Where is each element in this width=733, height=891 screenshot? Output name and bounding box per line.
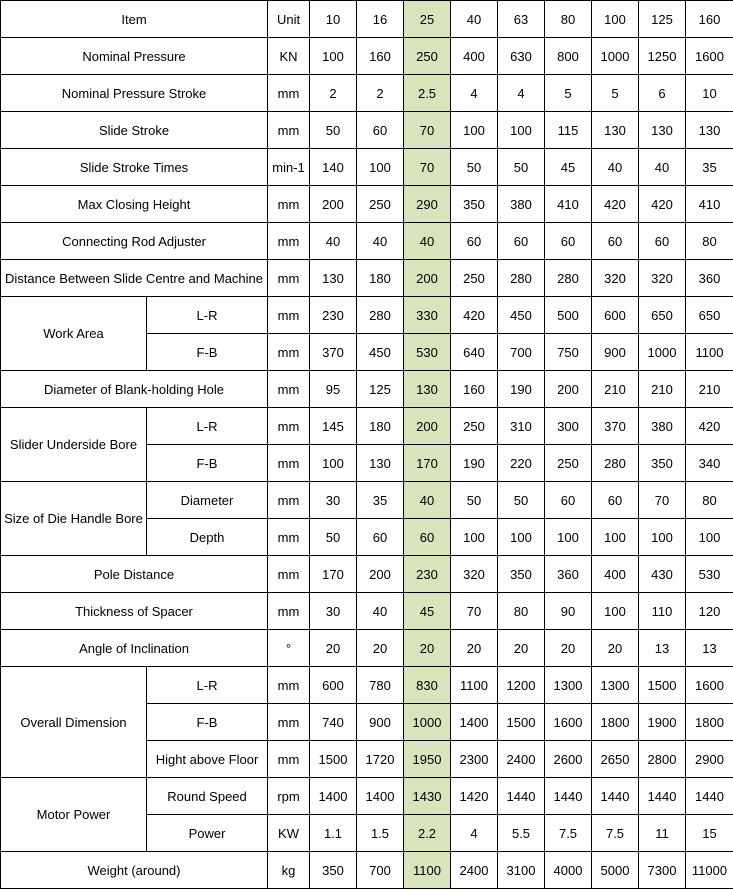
model-header: 125: [639, 1, 686, 38]
value-cell-highlighted: 530: [404, 334, 451, 371]
row-group-label: Size of Die Handle Bore: [1, 482, 147, 556]
row-group-label: Motor Power: [1, 778, 147, 852]
value-cell: 3100: [498, 852, 545, 889]
value-cell: 40: [592, 149, 639, 186]
value-cell: 60: [639, 223, 686, 260]
value-cell: 450: [357, 334, 404, 371]
value-cell: 50: [451, 482, 498, 519]
value-cell: 1420: [451, 778, 498, 815]
value-cell: 80: [498, 593, 545, 630]
value-cell: 50: [451, 149, 498, 186]
value-cell-highlighted: 130: [404, 371, 451, 408]
value-cell: 95: [310, 371, 357, 408]
row-label: Connecting Rod Adjuster: [1, 223, 268, 260]
value-cell: 100: [686, 519, 733, 556]
unit-header: Unit: [268, 1, 310, 38]
row-label: Thickness of Spacer: [1, 593, 268, 630]
value-cell-highlighted: 1430: [404, 778, 451, 815]
model-header-highlighted: 25: [404, 1, 451, 38]
value-cell: 7300: [639, 852, 686, 889]
value-cell: 1900: [639, 704, 686, 741]
value-cell: 20: [592, 630, 639, 667]
row-sub-label: L-R: [147, 297, 268, 334]
value-cell: 4: [451, 815, 498, 852]
row-sub-label: F-B: [147, 334, 268, 371]
row-sub-label: F-B: [147, 704, 268, 741]
value-cell: 130: [639, 112, 686, 149]
value-cell: 370: [592, 408, 639, 445]
value-cell: 130: [686, 112, 733, 149]
value-cell: 100: [451, 519, 498, 556]
value-cell: 1000: [592, 38, 639, 75]
value-cell: 700: [357, 852, 404, 889]
value-cell: 60: [545, 482, 592, 519]
value-cell: 1100: [451, 667, 498, 704]
value-cell-highlighted: 330: [404, 297, 451, 334]
value-cell: 60: [498, 223, 545, 260]
model-header: 100: [592, 1, 639, 38]
row-unit: mm: [268, 519, 310, 556]
value-cell-highlighted: 830: [404, 667, 451, 704]
value-cell: 35: [686, 149, 733, 186]
item-header: Item: [1, 1, 268, 38]
row-unit: mm: [268, 593, 310, 630]
value-cell: 1440: [639, 778, 686, 815]
row-unit: mm: [268, 741, 310, 778]
value-cell: 800: [545, 38, 592, 75]
value-cell: 190: [498, 371, 545, 408]
value-cell: 100: [310, 38, 357, 75]
value-cell-highlighted: 170: [404, 445, 451, 482]
spec-row: [1, 38, 733, 75]
value-cell: 320: [451, 556, 498, 593]
row-unit: °: [268, 630, 310, 667]
value-cell: 100: [357, 149, 404, 186]
spec-row: [1, 149, 733, 186]
row-label: Diameter of Blank-holding Hole: [1, 371, 268, 408]
value-cell: 210: [639, 371, 686, 408]
value-cell: 420: [639, 186, 686, 223]
value-cell: 100: [639, 519, 686, 556]
value-cell: 740: [310, 704, 357, 741]
value-cell: 1500: [639, 667, 686, 704]
spec-row: [1, 630, 733, 667]
value-cell: 15: [686, 815, 733, 852]
value-cell: 420: [451, 297, 498, 334]
spec-row: [1, 408, 733, 445]
row-label: Slide Stroke Times: [1, 149, 268, 186]
value-cell: 1200: [498, 667, 545, 704]
value-cell-highlighted: 200: [404, 260, 451, 297]
row-label: Distance Between Slide Centre and Machine: [1, 260, 268, 297]
row-unit: KN: [268, 38, 310, 75]
value-cell: 420: [686, 408, 733, 445]
value-cell: 40: [639, 149, 686, 186]
value-cell: 900: [357, 704, 404, 741]
value-cell: 50: [498, 149, 545, 186]
value-cell-highlighted: 40: [404, 482, 451, 519]
value-cell: 35: [357, 482, 404, 519]
row-sub-label: Hight above Floor: [147, 741, 268, 778]
value-cell: 1400: [451, 704, 498, 741]
value-cell: 140: [310, 149, 357, 186]
value-cell: 40: [310, 223, 357, 260]
value-cell: 900: [592, 334, 639, 371]
value-cell: 20: [498, 630, 545, 667]
value-cell: 600: [310, 667, 357, 704]
value-cell-highlighted: 1000: [404, 704, 451, 741]
spec-table-body: [1, 1, 733, 889]
value-cell: 100: [310, 445, 357, 482]
value-cell: 20: [357, 630, 404, 667]
value-cell: 1600: [686, 38, 733, 75]
value-cell: 100: [592, 519, 639, 556]
value-cell-highlighted: 250: [404, 38, 451, 75]
value-cell: 7.5: [545, 815, 592, 852]
value-cell: 250: [451, 260, 498, 297]
value-cell-highlighted: 70: [404, 112, 451, 149]
row-unit: mm: [268, 297, 310, 334]
value-cell: 340: [686, 445, 733, 482]
row-sub-label: Round Speed: [147, 778, 268, 815]
row-unit: mm: [268, 704, 310, 741]
value-cell: 5000: [592, 852, 639, 889]
value-cell: 30: [310, 482, 357, 519]
value-cell: 40: [357, 223, 404, 260]
row-unit: mm: [268, 112, 310, 149]
value-cell: 4000: [545, 852, 592, 889]
value-cell: 640: [451, 334, 498, 371]
value-cell: 11: [639, 815, 686, 852]
value-cell: 11000: [686, 852, 733, 889]
value-cell: 2800: [639, 741, 686, 778]
spec-row: [1, 852, 733, 889]
value-cell: 100: [498, 112, 545, 149]
row-unit: kg: [268, 852, 310, 889]
model-header: 63: [498, 1, 545, 38]
value-cell: 60: [592, 223, 639, 260]
value-cell: 500: [545, 297, 592, 334]
value-cell: 60: [592, 482, 639, 519]
value-cell: 6: [639, 75, 686, 112]
value-cell: 115: [545, 112, 592, 149]
value-cell: 2400: [451, 852, 498, 889]
value-cell: 630: [498, 38, 545, 75]
value-cell: 130: [357, 445, 404, 482]
value-cell: 250: [357, 186, 404, 223]
value-cell: 400: [592, 556, 639, 593]
value-cell-highlighted: 290: [404, 186, 451, 223]
value-cell: 5: [545, 75, 592, 112]
value-cell: 20: [310, 630, 357, 667]
value-cell-highlighted: 20: [404, 630, 451, 667]
value-cell: 1500: [310, 741, 357, 778]
value-cell: 700: [498, 334, 545, 371]
value-cell: 40: [357, 593, 404, 630]
value-cell: 60: [545, 223, 592, 260]
value-cell: 80: [686, 223, 733, 260]
spec-row: [1, 667, 733, 704]
value-cell: 420: [592, 186, 639, 223]
value-cell: 320: [592, 260, 639, 297]
row-label: Max Closing Height: [1, 186, 268, 223]
value-cell: 50: [498, 482, 545, 519]
spec-row: [1, 482, 733, 519]
value-cell: 530: [686, 556, 733, 593]
value-cell: 250: [545, 445, 592, 482]
value-cell: 1.5: [357, 815, 404, 852]
value-cell: 220: [498, 445, 545, 482]
value-cell: 1720: [357, 741, 404, 778]
spec-row: [1, 260, 733, 297]
spec-row: [1, 556, 733, 593]
value-cell: 1250: [639, 38, 686, 75]
value-cell: 750: [545, 334, 592, 371]
spec-row: [1, 778, 733, 815]
row-unit: KW: [268, 815, 310, 852]
value-cell: 20: [545, 630, 592, 667]
value-cell: 360: [686, 260, 733, 297]
row-unit: min-1: [268, 149, 310, 186]
header-row: [1, 1, 733, 38]
model-header: 40: [451, 1, 498, 38]
spec-row: [1, 186, 733, 223]
row-sub-label: F-B: [147, 445, 268, 482]
row-group-label: Overall Dimension: [1, 667, 147, 778]
value-cell: 230: [310, 297, 357, 334]
value-cell: 350: [639, 445, 686, 482]
value-cell: 280: [498, 260, 545, 297]
value-cell: 5.5: [498, 815, 545, 852]
row-sub-label: L-R: [147, 408, 268, 445]
value-cell-highlighted: 40: [404, 223, 451, 260]
value-cell: 7.5: [592, 815, 639, 852]
value-cell: 1440: [592, 778, 639, 815]
row-unit: rpm: [268, 778, 310, 815]
row-sub-label: L-R: [147, 667, 268, 704]
value-cell: 10: [686, 75, 733, 112]
row-unit: mm: [268, 408, 310, 445]
value-cell: 2650: [592, 741, 639, 778]
value-cell: 210: [686, 371, 733, 408]
spec-row: [1, 593, 733, 630]
spec-row: [1, 112, 733, 149]
row-group-label: Slider Underside Bore: [1, 408, 147, 482]
value-cell: 160: [357, 38, 404, 75]
value-cell: 1440: [545, 778, 592, 815]
value-cell: 380: [639, 408, 686, 445]
value-cell: 50: [310, 519, 357, 556]
value-cell-highlighted: 70: [404, 149, 451, 186]
value-cell: 145: [310, 408, 357, 445]
value-cell: 780: [357, 667, 404, 704]
row-unit: mm: [268, 260, 310, 297]
value-cell: 70: [451, 593, 498, 630]
value-cell-highlighted: 1100: [404, 852, 451, 889]
value-cell: 280: [545, 260, 592, 297]
value-cell: 410: [545, 186, 592, 223]
value-cell: 450: [498, 297, 545, 334]
value-cell: 2300: [451, 741, 498, 778]
value-cell: 1440: [498, 778, 545, 815]
value-cell: 190: [451, 445, 498, 482]
value-cell: 600: [592, 297, 639, 334]
value-cell: 200: [545, 371, 592, 408]
value-cell: 80: [686, 482, 733, 519]
value-cell: 60: [357, 519, 404, 556]
value-cell: 170: [310, 556, 357, 593]
model-header: 160: [686, 1, 733, 38]
value-cell: 200: [310, 186, 357, 223]
row-unit: mm: [268, 334, 310, 371]
value-cell: 310: [498, 408, 545, 445]
value-cell: 1400: [310, 778, 357, 815]
value-cell: 70: [639, 482, 686, 519]
value-cell: 1500: [498, 704, 545, 741]
value-cell: 45: [545, 149, 592, 186]
value-cell-highlighted: 200: [404, 408, 451, 445]
value-cell: 180: [357, 408, 404, 445]
value-cell: 1100: [686, 334, 733, 371]
value-cell: 100: [592, 593, 639, 630]
value-cell: 100: [545, 519, 592, 556]
row-sub-label: Depth: [147, 519, 268, 556]
value-cell: 160: [451, 371, 498, 408]
row-label: Pole Distance: [1, 556, 268, 593]
value-cell: 280: [592, 445, 639, 482]
value-cell: 50: [310, 112, 357, 149]
value-cell: 250: [451, 408, 498, 445]
row-label: Slide Stroke: [1, 112, 268, 149]
value-cell: 120: [686, 593, 733, 630]
value-cell: 1600: [686, 667, 733, 704]
value-cell: 1800: [592, 704, 639, 741]
value-cell: 1000: [639, 334, 686, 371]
value-cell: 13: [639, 630, 686, 667]
spec-row: [1, 371, 733, 408]
value-cell: 110: [639, 593, 686, 630]
value-cell: 20: [451, 630, 498, 667]
spec-row: [1, 75, 733, 112]
value-cell: 60: [357, 112, 404, 149]
value-cell: 13: [686, 630, 733, 667]
value-cell: 1.1: [310, 815, 357, 852]
value-cell-highlighted: 1950: [404, 741, 451, 778]
value-cell: 2: [310, 75, 357, 112]
model-header: 80: [545, 1, 592, 38]
value-cell: 1800: [686, 704, 733, 741]
row-label: Nominal Pressure Stroke: [1, 75, 268, 112]
row-unit: mm: [268, 482, 310, 519]
value-cell-highlighted: 2.5: [404, 75, 451, 112]
value-cell: 4: [498, 75, 545, 112]
row-label: Weight (around): [1, 852, 268, 889]
row-label: Nominal Pressure: [1, 38, 268, 75]
value-cell: 430: [639, 556, 686, 593]
value-cell: 1440: [686, 778, 733, 815]
value-cell: 1300: [592, 667, 639, 704]
value-cell-highlighted: 2.2: [404, 815, 451, 852]
value-cell: 100: [451, 112, 498, 149]
value-cell: 210: [592, 371, 639, 408]
value-cell: 30: [310, 593, 357, 630]
row-unit: mm: [268, 75, 310, 112]
row-sub-label: Power: [147, 815, 268, 852]
row-group-label: Work Area: [1, 297, 147, 371]
value-cell: 350: [498, 556, 545, 593]
value-cell: 5: [592, 75, 639, 112]
value-cell: 2400: [498, 741, 545, 778]
value-cell-highlighted: 230: [404, 556, 451, 593]
value-cell: 1600: [545, 704, 592, 741]
row-label: Angle of Inclination: [1, 630, 268, 667]
row-unit: mm: [268, 445, 310, 482]
value-cell: 1400: [357, 778, 404, 815]
row-unit: mm: [268, 186, 310, 223]
value-cell: 2600: [545, 741, 592, 778]
value-cell: 130: [310, 260, 357, 297]
spec-row: [1, 223, 733, 260]
spec-row: [1, 297, 733, 334]
value-cell: 410: [686, 186, 733, 223]
value-cell: 380: [498, 186, 545, 223]
row-unit: mm: [268, 371, 310, 408]
row-unit: mm: [268, 556, 310, 593]
value-cell: 360: [545, 556, 592, 593]
value-cell: 60: [451, 223, 498, 260]
value-cell-highlighted: 60: [404, 519, 451, 556]
value-cell: 4: [451, 75, 498, 112]
value-cell: 100: [498, 519, 545, 556]
value-cell: 370: [310, 334, 357, 371]
value-cell: 300: [545, 408, 592, 445]
value-cell: 650: [686, 297, 733, 334]
value-cell: 130: [592, 112, 639, 149]
value-cell: 90: [545, 593, 592, 630]
value-cell: 2900: [686, 741, 733, 778]
value-cell: 280: [357, 297, 404, 334]
value-cell: 125: [357, 371, 404, 408]
value-cell: 2: [357, 75, 404, 112]
value-cell: 650: [639, 297, 686, 334]
value-cell: 400: [451, 38, 498, 75]
value-cell: 200: [357, 556, 404, 593]
model-header: 16: [357, 1, 404, 38]
row-sub-label: Diameter: [147, 482, 268, 519]
value-cell-highlighted: 45: [404, 593, 451, 630]
row-unit: mm: [268, 223, 310, 260]
value-cell: 350: [451, 186, 498, 223]
model-header: 10: [310, 1, 357, 38]
row-unit: mm: [268, 667, 310, 704]
value-cell: 320: [639, 260, 686, 297]
value-cell: 180: [357, 260, 404, 297]
value-cell: 350: [310, 852, 357, 889]
value-cell: 1300: [545, 667, 592, 704]
